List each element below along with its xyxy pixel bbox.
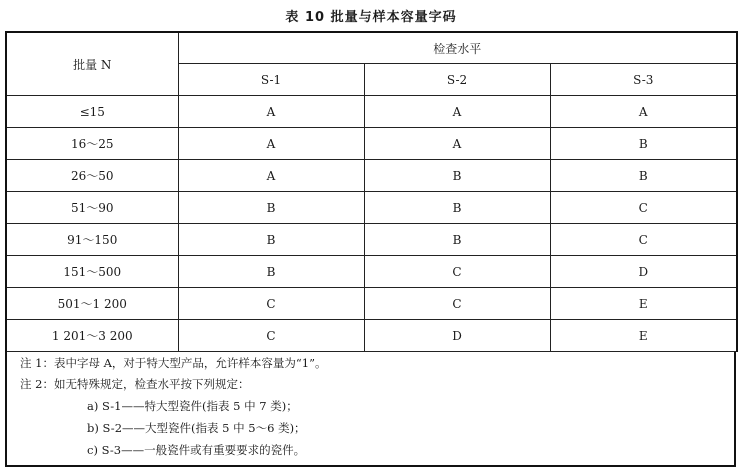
batch-cell: 1 201～3 200 <box>6 320 178 352</box>
note-2: 注 2：如无特殊规定，检查水平按下列规定： <box>20 377 250 391</box>
code-cell: E <box>550 288 737 320</box>
batch-cell: 51～90 <box>6 192 178 224</box>
batch-cell: 151～500 <box>6 256 178 288</box>
table-row <box>6 320 737 352</box>
code-cell: A <box>364 96 550 128</box>
code-cell: C <box>178 320 364 352</box>
note-2-item-b: b) S-2——大型瓷件(指表 5 中 5～6 类)； <box>87 421 306 435</box>
code-cell: A <box>178 96 364 128</box>
table-row <box>6 288 737 320</box>
batch-size-header: 批量 N <box>6 32 178 96</box>
batch-cell: 26～50 <box>6 160 178 192</box>
note-2-item-c: c) S-3——一般瓷件或有重要要求的瓷件。 <box>87 443 306 457</box>
code-cell: A <box>178 128 364 160</box>
table-row <box>6 256 737 288</box>
table-row <box>6 160 737 192</box>
note-2-item-a: a) S-1——特大型瓷件(指表 5 中 7 类)； <box>87 399 298 413</box>
code-cell: B <box>364 160 550 192</box>
code-cell: C <box>364 256 550 288</box>
code-cell: E <box>550 320 737 352</box>
code-cell: C <box>550 192 737 224</box>
note-1: 注 1：表中字母 A，对于特大型产品，允许样本容量为“1”。 <box>20 356 327 370</box>
code-cell: B <box>178 192 364 224</box>
code-cell: D <box>550 256 737 288</box>
level-header-s3: S-3 <box>550 64 737 96</box>
code-cell: B <box>364 192 550 224</box>
batch-cell: 91～150 <box>6 224 178 256</box>
table-header-row <box>6 32 737 64</box>
code-cell: B <box>550 128 737 160</box>
table-row <box>6 96 737 128</box>
table-row <box>6 128 737 160</box>
table-notes <box>5 352 736 467</box>
code-cell: C <box>364 288 550 320</box>
table-row <box>6 192 737 224</box>
code-cell: A <box>550 96 737 128</box>
code-cell: A <box>364 128 550 160</box>
batch-size-code-table <box>5 31 738 352</box>
table-row <box>6 224 737 256</box>
code-cell: A <box>178 160 364 192</box>
batch-cell: 501～1 200 <box>6 288 178 320</box>
code-cell: B <box>178 224 364 256</box>
table-caption: 表 10 批量与样本容量字码 <box>285 10 457 25</box>
code-cell: B <box>178 256 364 288</box>
code-cell: C <box>178 288 364 320</box>
batch-cell: 16～25 <box>6 128 178 160</box>
level-header-s1: S-1 <box>178 64 364 96</box>
code-cell: D <box>364 320 550 352</box>
batch-cell: ≤15 <box>6 96 178 128</box>
inspection-level-header: 检查水平 <box>178 32 737 64</box>
code-cell: B <box>550 160 737 192</box>
level-header-s2: S-2 <box>364 64 550 96</box>
code-cell: B <box>364 224 550 256</box>
code-cell: C <box>550 224 737 256</box>
